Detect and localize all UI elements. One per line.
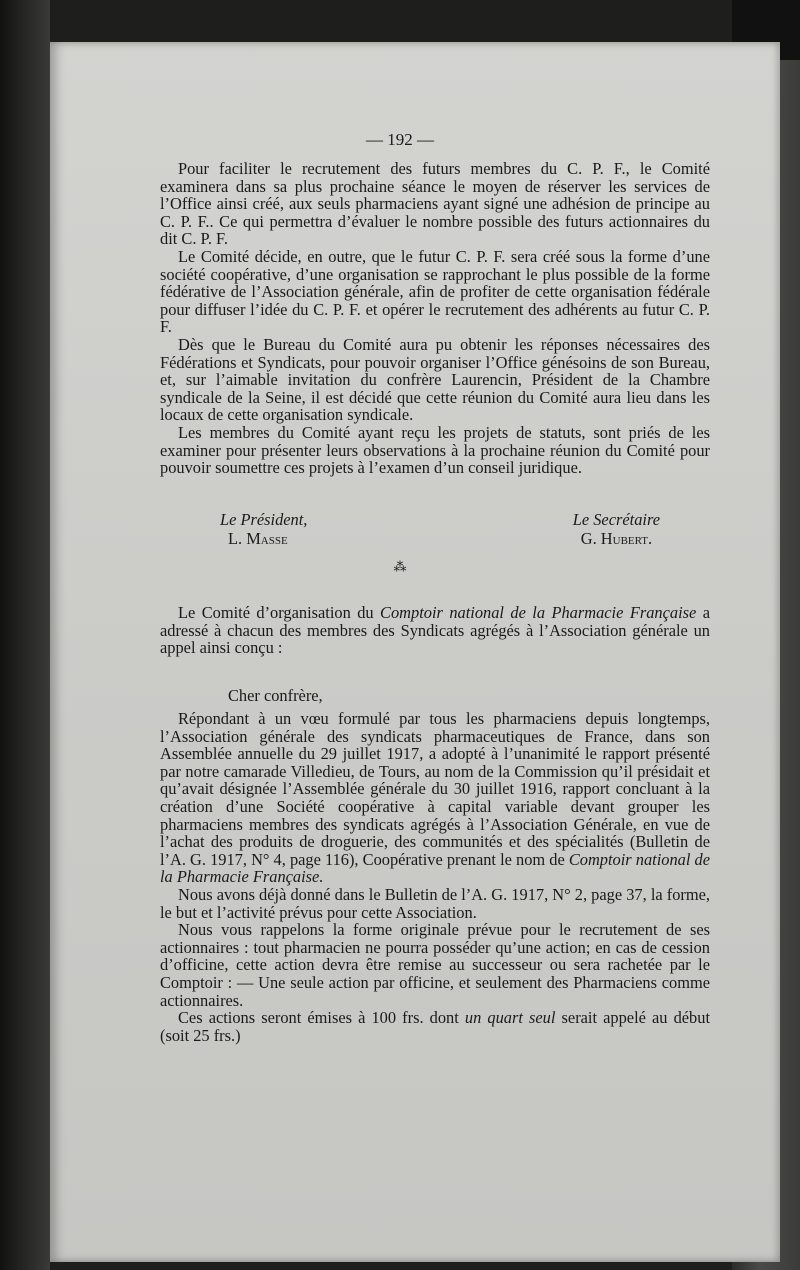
text-run: Ces actions seront émises à 100 frs. dont [178, 1008, 465, 1028]
italic-run: Comptoir national de la Pharmacie Française. [160, 849, 710, 887]
secretary-name: G. Hubert. [580, 529, 653, 548]
paragraph: Les membres du Comité ayant reçu les projets de statuts, sont priés de les examiner pour présenter leurs observations à la prochaine réunion du Comité pour pouvoir soumettre ces projets à l’examen d’un conseil juridique. [160, 422, 710, 478]
book-spine-shadow [0, 0, 50, 1270]
president-signature [220, 510, 307, 548]
paragraph [160, 604, 710, 657]
paragraph: Nous vous rappelons la forme originale prévue pour le recrutement de ses actionnaires : tout pharmacien ne pourra posséder qu’une action; en cas de cession d’officine, cette action devra être remise au successeur ou sera rachetée par le Comptoir : — Une seule action par officine, et seulement des Pharmaciens comme actionnaires. [160, 920, 710, 1010]
page-number: — 192 — [366, 130, 434, 149]
text-run: a adressé à chacun des membres des Syndicats agrégés à l’Association générale un appel ainsi conçu : [160, 603, 710, 658]
italic-run: un quart seul [464, 1008, 556, 1028]
text-run: Répondant à un vœu formulé par tous les pharmaciens depuis longtemps, l’Association générale des syndicats pharmaceutiques de France, dans son Assemblée annuelle du 29 juillet 1917, a adopté à l’unanimité le rapport présenté par notre camarade Villedieu, de Tours, au nom de la Commission qu’il présidait et qu’avait désignée l’Assemblée générale du 30 juillet 1916, rapport concluant à la création d’une Société coopérative à capital variable devant grouper les pharmaciens membres des syndicats agrégés à l’Association Générale, en vue de l’achat des produits de droguerie, des communités et des spécialités (Bulletin de l’A. G. 1917, N° 4, page 116), Coopérative prenant le nom de [160, 709, 710, 869]
secretary-signature [573, 510, 660, 548]
paragraph: Dès que le Bureau du Comité aura pu obtenir les réponses nécessaires des Fédérations et Syndicats, pour pouvoir organiser l’Office génésoins de son Bureau, et, sur l’aimable invitation du confrère Laurencin, Président de la Chambre syndicale de la Seine, il est décidé que cette réunion du Comité aura lieu dans les locaux de cette organisation syndicale. [160, 334, 710, 425]
president-name: L. Masse [228, 529, 288, 548]
paragraph [160, 1009, 710, 1044]
paragraph: Nous avons déjà donné dans le Bulletin de l’A. G. 1917, N° 2, page 37, la forme, le but et l’activité prévus pour cette Association. [160, 884, 710, 922]
italic-run: Comptoir national de la Pharmacie Française [380, 603, 697, 622]
paragraph: Le Comité décide, en outre, que le futur C. P. F. sera créé sous la forme d’une société coopérative, d’une organisation se rapprochant le plus possible de la forme fédérative de l’Association générale, afin de profiter de cette organisation fédérale pour diffuser l’idée du C. P. F. et opérer le recrutement des adhérents au futur C. P. F. [160, 246, 710, 337]
section-1 [160, 160, 710, 477]
section-2-body [160, 710, 710, 1044]
text-run: Le Comité d’organisation du [178, 603, 381, 622]
paragraph [160, 710, 710, 886]
paragraph: Pour faciliter le recrutement des futurs membres du C. P. F., le Comité examinera dans sa plus prochaine séance le moyen de réserver les services de l’Office ainsi créé, aux seuls pharmaciens ayant signé une adhésion de principe au C. P. F.. Ce qui permettra d’évaluer le nombre possible des futurs actionnaires du dit C. P. F. [160, 159, 710, 249]
president-title: Le Président, [220, 510, 308, 529]
text-run: serait appelé au début (soit 25 frs.) [160, 1008, 710, 1045]
asterism-divider: ⁂ [393, 559, 407, 574]
salutation: Cher confrère, [228, 686, 323, 705]
secretary-title: Le Secrétaire [572, 510, 660, 529]
section-2-intro [160, 604, 710, 657]
